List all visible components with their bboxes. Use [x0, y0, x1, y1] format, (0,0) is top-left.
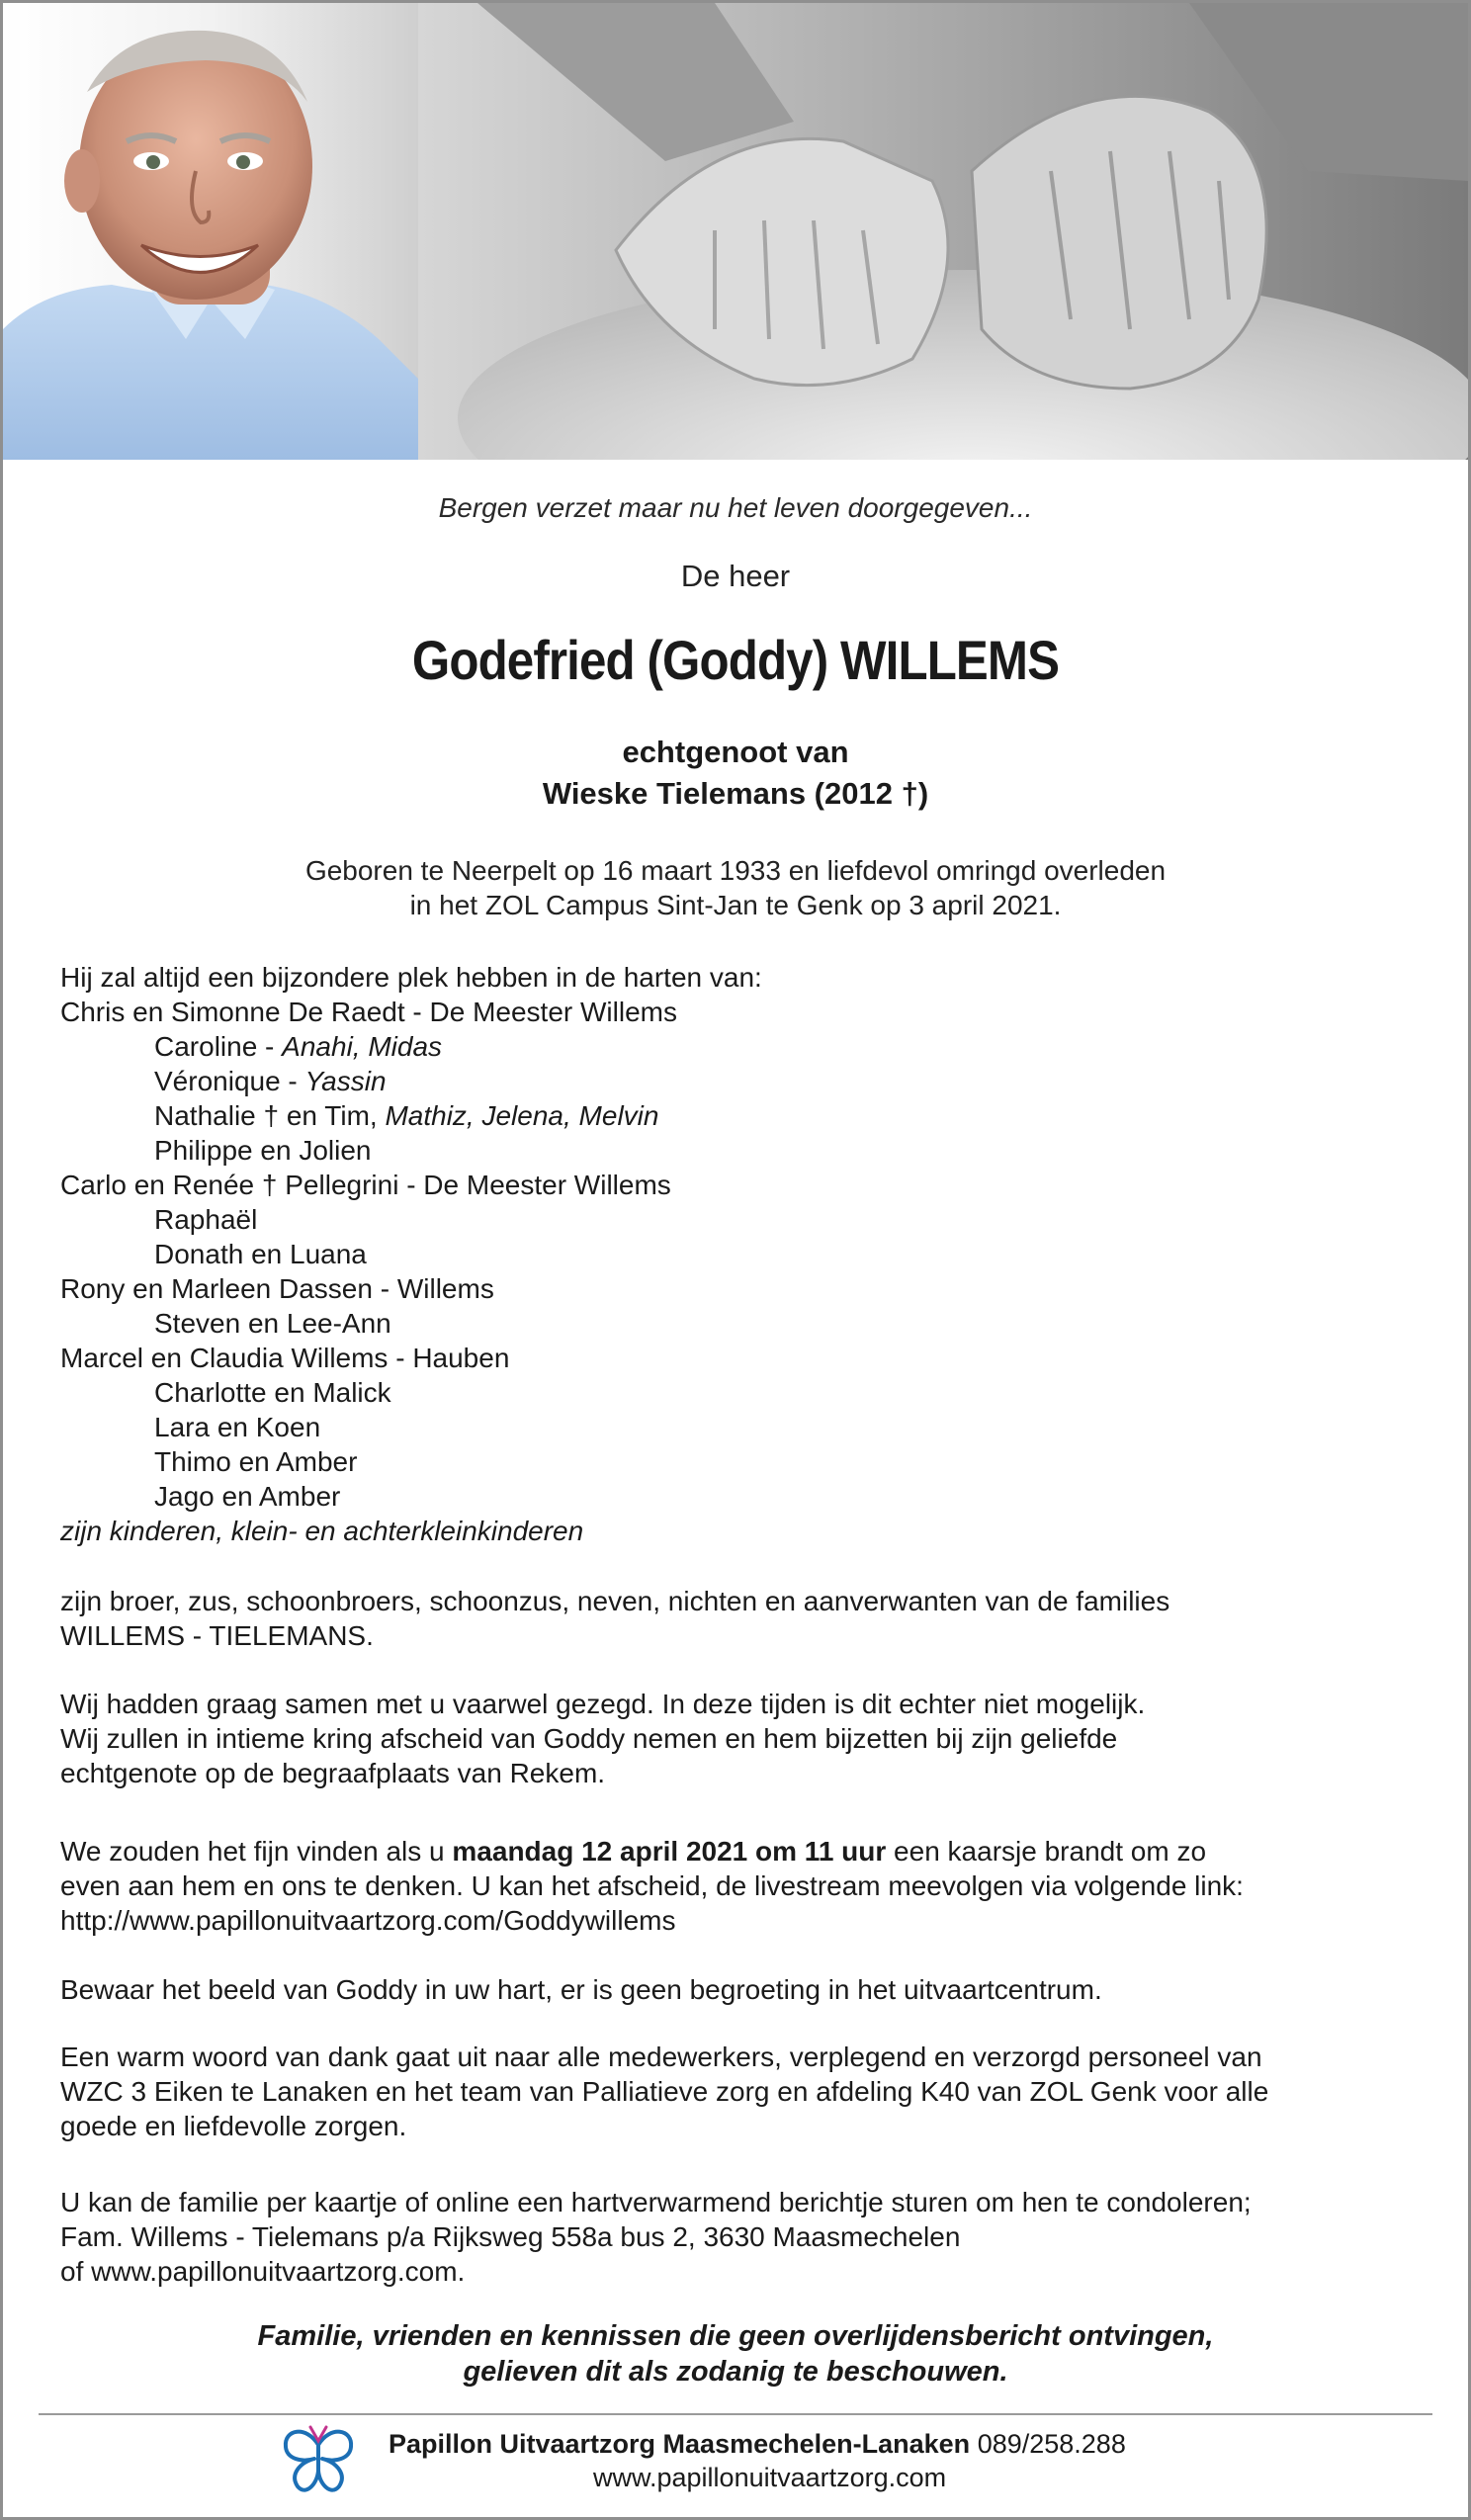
- condolence-line-1: U kan de familie per kaartje of online een hartverwarmend berichtje sturen om hen te condoleren;: [60, 2187, 1252, 2217]
- condolence-paragraph: [60, 2185, 1425, 2289]
- funeral-home-phone: 089/258.288: [970, 2429, 1126, 2459]
- birth-death-notice: [3, 853, 1468, 922]
- condolence-website[interactable]: of www.papillonuitvaartzorg.com.: [60, 2256, 466, 2287]
- spouse-name: Wieske Tielemans (2012 †): [542, 776, 929, 811]
- family-name: Nathalie † en Tim,: [154, 1100, 386, 1131]
- spouse-label: echtgenoot van: [622, 735, 849, 769]
- family-name: Caroline -: [154, 1031, 283, 1062]
- family-line: Philippe en Jolien: [154, 1135, 372, 1166]
- candle-text: een kaarsje brandt om zo: [886, 1836, 1207, 1867]
- family-line: Rony en Marleen Dassen - Willems: [60, 1273, 494, 1304]
- thanks-line-3: goede en liefdevolle zorgen.: [60, 2111, 407, 2141]
- birth-death-line-2: in het ZOL Campus Sint-Jan te Genk op 3 april 2021.: [409, 890, 1062, 920]
- motto: Bergen verzet maar nu het leven doorgegeven...: [438, 492, 1033, 523]
- closing-line-2: gelieven dit als zodanig te beschouwen.: [463, 2356, 1008, 2388]
- family-line: Donath en Luana: [154, 1239, 367, 1269]
- family-name: Véronique -: [154, 1066, 305, 1096]
- funeral-home-website[interactable]: www.papillonuitvaartzorg.com: [593, 2463, 947, 2492]
- family-line: Lara en Koen: [154, 1412, 321, 1442]
- family-children: Anahi, Midas: [282, 1031, 443, 1062]
- relatives-line-1: zijn broer, zus, schoonbroers, schoonzus, neven, nichten en aanverwanten van de families: [60, 1586, 1170, 1616]
- family-line: Carlo en Renée † Pellegrini - De Meester Willems: [60, 1170, 671, 1200]
- family-outro-text: zijn kinderen, klein- en achterkleinkinderen: [60, 1516, 584, 1546]
- family-line: [60, 1098, 1425, 1133]
- family-list: [60, 960, 1425, 1548]
- kneading-hands-photo: [418, 3, 1468, 460]
- thanks-paragraph: [60, 2040, 1425, 2143]
- salutation: De heer: [680, 559, 791, 593]
- footer-divider: [39, 2413, 1432, 2415]
- family-outro: [60, 1514, 1425, 1548]
- family-line: [60, 1029, 1425, 1064]
- butterfly-logo-icon: [282, 2423, 355, 2498]
- family-children: Mathiz, Jelena, Melvin: [385, 1100, 659, 1131]
- family-line: Steven en Lee-Ann: [154, 1308, 391, 1339]
- condolence-address: Fam. Willems - Tielemans p/a Rijksweg 558a bus 2, 3630 Maasmechelen: [60, 2221, 961, 2252]
- farewell-line-1: Wij hadden graag samen met u vaarwel gezegd. In deze tijden is dit echter niet mogelijk.: [60, 1689, 1146, 1719]
- relatives-line-2: WILLEMS - TIELEMANS.: [60, 1620, 374, 1651]
- thanks-line-2: WZC 3 Eiken te Lanaken en het team van Palliatieve zorg en afdeling K40 van ZOL Genk voor alle: [60, 2076, 1269, 2107]
- family-line: Raphaël: [154, 1204, 258, 1235]
- farewell-paragraph: [60, 1687, 1425, 1790]
- candle-line-1: [60, 1834, 1425, 1868]
- closing-line-1: Familie, vrienden en kennissen die geen overlijdensbericht ontvingen,: [257, 2320, 1214, 2352]
- closing-note: [3, 2318, 1468, 2390]
- family-line: Charlotte en Malick: [154, 1377, 391, 1408]
- deceased-name: Godefried (Goddy) WILLEMS: [411, 629, 1060, 691]
- no-visitation-notice: Bewaar het beeld van Goddy in uw hart, er is geen begroeting in het uitvaartcentrum.: [60, 1974, 1102, 2005]
- candle-paragraph: [60, 1834, 1425, 1938]
- family-line: Marcel en Claudia Willems - Hauben: [60, 1343, 510, 1373]
- family-line: Thimo en Amber: [154, 1446, 358, 1477]
- candle-date: maandag 12 april 2021 om 11 uur: [452, 1836, 887, 1867]
- livestream-link[interactable]: http://www.papillonuitvaartzorg.com/Goddywillems: [60, 1905, 676, 1936]
- family-line: Chris en Simonne De Raedt - De Meester Willems: [60, 997, 677, 1027]
- family-line: [60, 1064, 1425, 1098]
- candle-text: We zouden het fijn vinden als u: [60, 1836, 453, 1867]
- birth-death-line-1: Geboren te Neerpelt op 16 maart 1933 en liefdevol omringd overleden: [304, 855, 1167, 886]
- farewell-line-3: echtgenote op de begraafplaats van Rekem.: [60, 1758, 606, 1788]
- family-line: Jago en Amber: [154, 1481, 341, 1512]
- farewell-line-2: Wij zullen in intieme kring afscheid van Goddy nemen en hem bijzetten bij zijn geliefde: [60, 1723, 1118, 1754]
- family-intro: Hij zal altijd een bijzondere plek hebben in de harten van:: [60, 962, 762, 993]
- funeral-home-name: Papillon Uitvaartzorg Maasmechelen-Lanaken: [389, 2429, 971, 2459]
- relatives-paragraph: [60, 1584, 1425, 1653]
- header-banner: [3, 3, 1468, 460]
- portrait-photo: [3, 3, 418, 460]
- funeral-home-info: [389, 2427, 1278, 2494]
- family-children: Yassin: [304, 1066, 387, 1096]
- candle-line-2: even aan hem en ons te denken. U kan het afscheid, de livestream meevolgen via volgende link:: [60, 1870, 1244, 1901]
- thanks-line-1: Een warm woord van dank gaat uit naar alle medewerkers, verplegend en verzorgd personeel van: [60, 2042, 1262, 2072]
